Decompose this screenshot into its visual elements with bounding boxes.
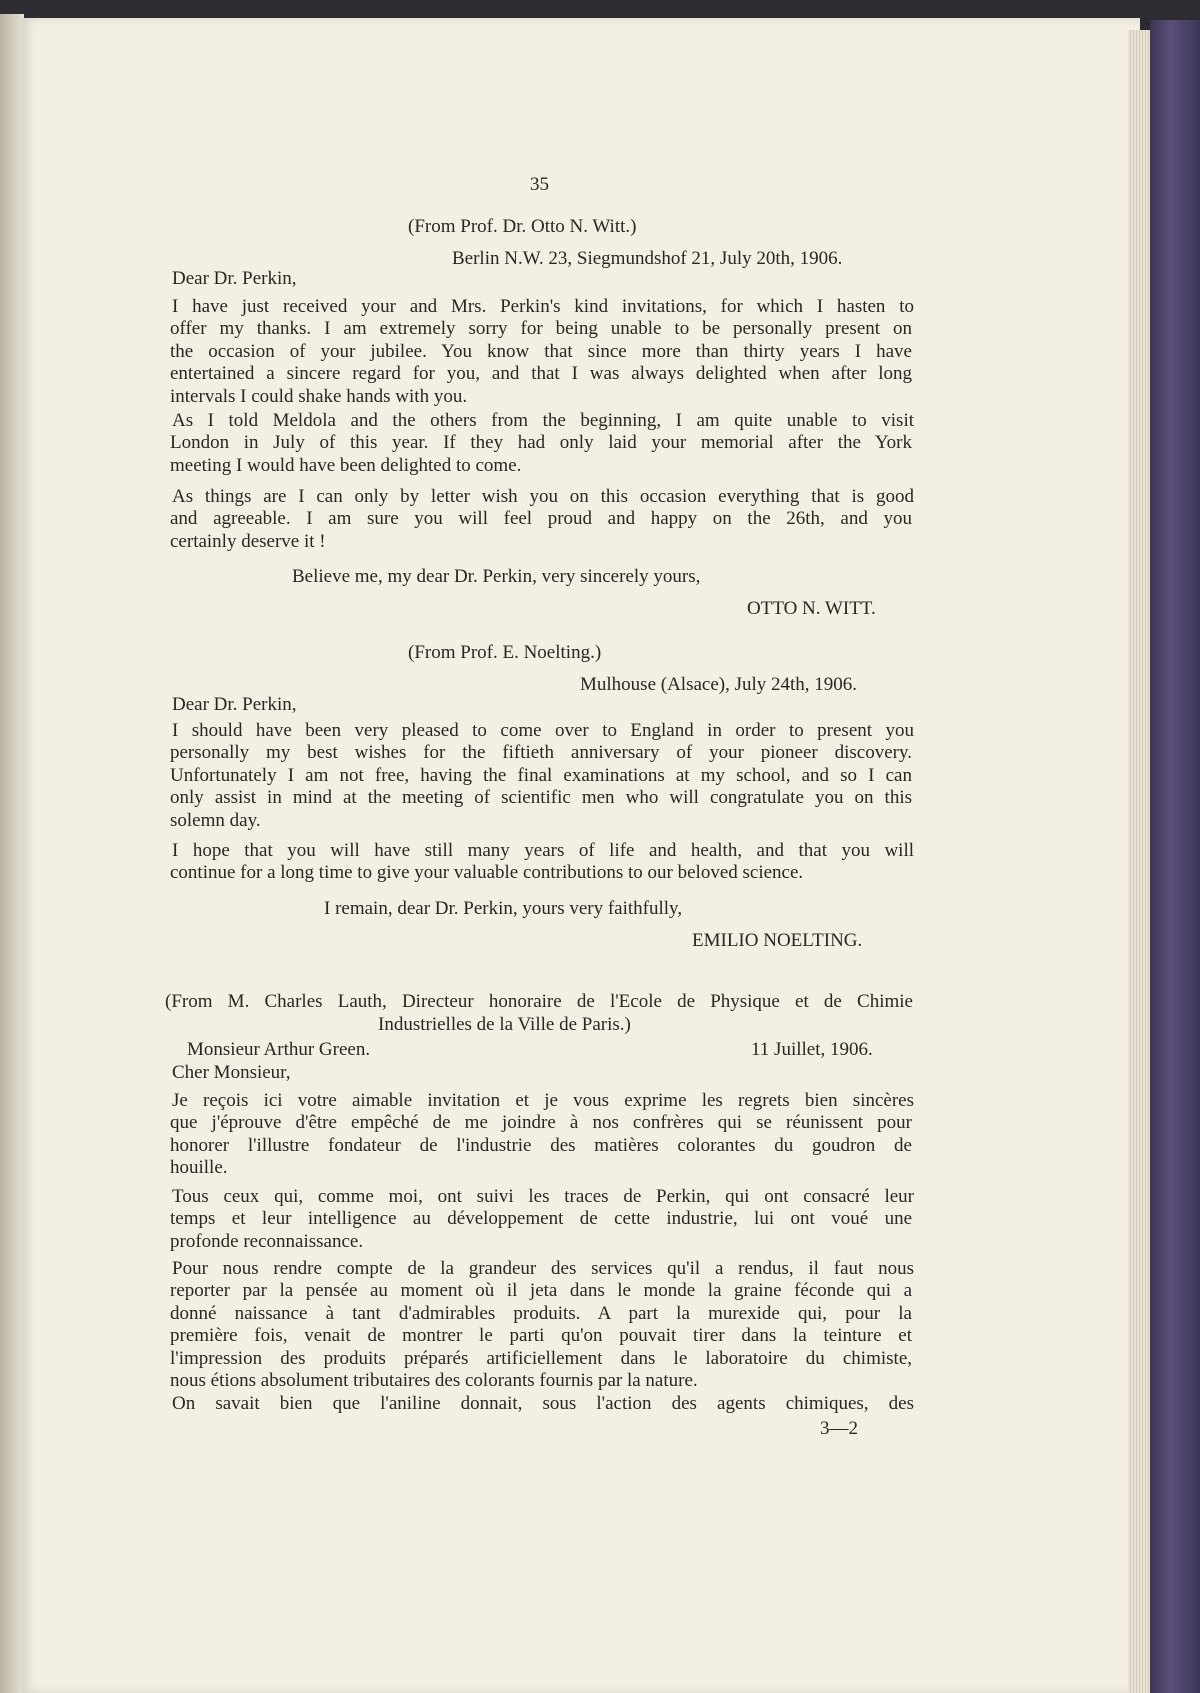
page-number: 35 [530, 174, 549, 195]
paragraph-line: London in July of this year. If they had only laid your memorial after the York [170, 432, 912, 454]
paragraph-line: I have just received your and Mrs. Perkin's kind invitations, for which I hasten to [172, 296, 914, 317]
paragraph-line: donné naissance à tant d'admirables produits. A part la murexide qui, pour la [170, 1302, 912, 1324]
paragraph-line: l'impression des produits préparés artificiellement dans le laboratoire du chimiste, [170, 1347, 912, 1369]
paragraph-line: and agreeable. I am sure you will feel proud and happy on the 26th, and you [170, 508, 912, 530]
paragraph-line: As things are I can only by letter wish you on this occasion everything that is good [172, 486, 914, 507]
paragraph-line: reporter par la pensée au moment où il jeta dans le monde la graine féconde qui a [170, 1280, 912, 1302]
paragraph-line: honorer l'illustre fondateur de l'industrie des matières colorantes du goudron de [170, 1134, 912, 1156]
paragraph-line: On savait bien que l'aniline donnait, sous l'action des agents chimiques, des [172, 1393, 914, 1414]
letter-3-heading-line2: Industrielles de la Ville de Paris.) [378, 1014, 631, 1035]
letter-2-address: Mulhouse (Alsace), July 24th, 1906. [580, 674, 858, 695]
letter-1-salutation: Dear Dr. Perkin, [172, 268, 297, 289]
paragraph-line: certainly deserve it ! [170, 530, 326, 552]
paragraph-line: Je reçois ici votre aimable invitation et je vous exprime les regrets bien sincères [172, 1090, 914, 1111]
letter-3-recipient: Monsieur Arthur Green. [187, 1039, 371, 1060]
paragraph-line: Unfortunately I am not free, having the final examinations at my school, and so I can [170, 764, 912, 786]
page-stack-edge [1128, 30, 1150, 1693]
paragraph-line: Pour nous rendre compte de la grandeur des services qu'il a rendus, il faut nous [172, 1258, 914, 1279]
letter-3-salutation: Cher Monsieur, [172, 1062, 291, 1083]
paragraph-line: houille. [170, 1157, 228, 1179]
book-cover [1150, 20, 1200, 1693]
paragraph-line: only assist in mind at the meeting of scientific men who will congratulate you on this [170, 787, 912, 809]
paragraph-line: I hope that you will have still many years of life and health, and that you will [172, 840, 914, 861]
paragraph-line: profonde reconnaissance. [170, 1230, 364, 1252]
letter-2-heading: (From Prof. E. Noelting.) [408, 642, 602, 663]
letter-2-salutation: Dear Dr. Perkin, [172, 694, 297, 715]
paragraph-line: the occasion of your jubilee. You know that since more than thirty years I have [170, 340, 912, 362]
letter-1-signature: OTTO N. WITT. [747, 598, 876, 619]
paragraph-line: I should have been very pleased to come over to England in order to present you [172, 720, 914, 741]
paragraph-line: entertained a sincere regard for you, and that I was always delighted when after long [170, 363, 912, 385]
letter-3-heading: (From M. Charles Lauth, Directeur honoraire de l'Ecole de Physique et de Chimie [165, 991, 913, 1012]
paragraph-line: nous étions absolument tributaires des colorants fournis par la nature. [170, 1370, 698, 1391]
scan-top-border [0, 0, 1200, 18]
paragraph-line: solemn day. [170, 809, 261, 831]
paragraph-line: meeting I would have been delighted to come. [170, 454, 522, 476]
paragraph-line: que j'éprouve d'être empêché de me joindre à nos confrères qui se réunissent pour [170, 1112, 912, 1134]
letter-1-heading: (From Prof. Dr. Otto N. Witt.) [408, 216, 637, 237]
letter-1-address: Berlin N.W. 23, Siegmundshof 21, July 20th, 1906. [452, 248, 843, 269]
letter-1-closing: Believe me, my dear Dr. Perkin, very sincerely yours, [292, 566, 701, 587]
paragraph-line: As I told Meldola and the others from the beginning, I am quite unable to visit [172, 410, 914, 431]
letter-2-signature: EMILIO NOELTING. [692, 930, 863, 951]
signature-mark: 3—2 [820, 1418, 858, 1439]
paragraph-line: première fois, venait de montrer le parti qu'on pouvait tirer dans la teinture et [170, 1325, 912, 1347]
letter-3-date: 11 Juillet, 1906. [751, 1039, 873, 1060]
paragraph-line: intervals I could shake hands with you. [170, 385, 468, 407]
paragraph-line: continue for a long time to give your valuable contributions to our beloved science. [170, 862, 804, 884]
left-page-edge [0, 14, 24, 1693]
letter-2-closing: I remain, dear Dr. Perkin, yours very faithfully, [324, 898, 683, 919]
paragraph-line: offer my thanks. I am extremely sorry for being unable to be personally present on [170, 318, 912, 340]
paragraph-line: Tous ceux qui, comme moi, ont suivi les traces de Perkin, qui ont consacré leur [172, 1186, 914, 1207]
paragraph-line: personally my best wishes for the fiftieth anniversary of your pioneer discovery. [170, 742, 912, 764]
paragraph-line: temps et leur intelligence au développement de cette industrie, lui ont voué une [170, 1208, 912, 1230]
